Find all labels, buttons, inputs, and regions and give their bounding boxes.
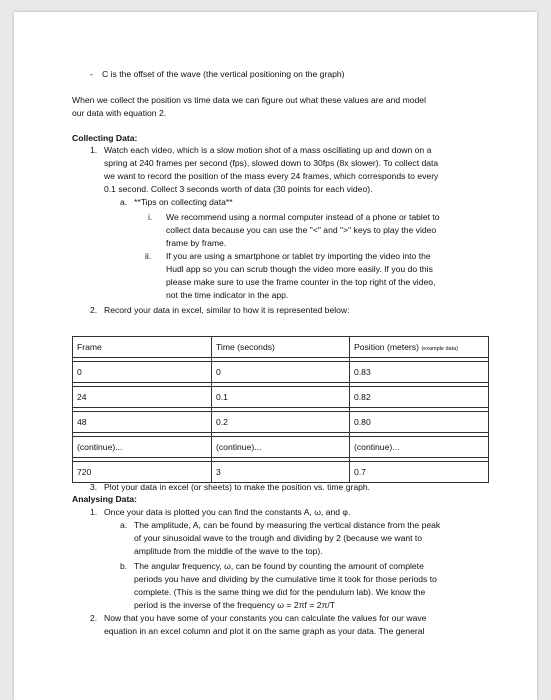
data-table: [72, 336, 489, 483]
analysis-item-1-text: Once your data is plotted you can find the constants A, ω, and φ.: [104, 507, 351, 517]
table-row: [73, 462, 489, 483]
frequency-line: The angular frequency, ω, can be found by counting the amount of complete: [134, 561, 424, 571]
tip-i-numeral: i.: [148, 212, 153, 222]
tip-i-line: frame by frame.: [166, 238, 227, 248]
frequency-line: complete. (This is the same thing we did for the pendulum lab). We know the: [134, 587, 426, 597]
tip-i-line: collect data because you can use the "<" and ">" keys to play the video: [166, 225, 437, 235]
table-cell: 0.83: [350, 362, 489, 383]
table-cell: 0: [212, 362, 350, 383]
collect-item-3-number: 3.: [90, 482, 98, 492]
analysis-item-2-line: equation in an excel column and plot it on the same graph as your data. The general: [104, 626, 425, 636]
tip-ii-numeral: ii.: [145, 251, 152, 261]
analysis-item-2-line: Now that you have some of your constants you can calculate the values for our wave: [104, 613, 427, 623]
amplitude-letter: a.: [120, 520, 128, 530]
collect-item-1-line: Watch each video, which is a slow motion shot of a mass oscillating up and down on a: [104, 145, 432, 155]
document-page: [14, 12, 537, 700]
table-cell: 3: [212, 462, 350, 483]
collect-item-1-line: 0.1 second. Collect 3 seconds worth of data (30 points for each video).: [104, 184, 373, 194]
tips-heading: **Tips on collecting data**: [134, 197, 233, 207]
table-cell: 0.7: [350, 462, 489, 483]
table-cell: 24: [73, 387, 212, 408]
table-row: [73, 387, 489, 408]
bullet-dash: -: [90, 69, 93, 79]
tip-ii-line: If you are using a smartphone or tablet try importing the video into the: [166, 251, 431, 261]
tip-ii-line: not the time indicator in the app.: [166, 290, 289, 300]
tip-i-line: We recommend using a normal computer instead of a phone or tablet to: [166, 212, 440, 222]
table-cell: (continue)...: [73, 437, 212, 458]
table-cell: 0.2: [212, 412, 350, 433]
table-cell: (continue)...: [212, 437, 350, 458]
header-position-label: Position (meters): [354, 342, 419, 352]
collect-item-2-text: Record your data in excel, similar to how it is represented below:: [104, 305, 350, 315]
collect-item-2-number: 2.: [90, 305, 98, 315]
collect-item-1-line: spring at 240 frames per second (fps), slowed down to 30fps (8x slower). To collect data: [104, 158, 439, 168]
table-cell: 0: [73, 362, 212, 383]
table-cell: 48: [73, 412, 212, 433]
analysis-item-1-number: 1.: [90, 507, 98, 517]
table-cell: (continue)...: [350, 437, 489, 458]
table-row: [73, 412, 489, 433]
table-header-row: [73, 337, 489, 358]
collect-item-1-number: 1.: [90, 145, 98, 155]
table-cell: 0.80: [350, 412, 489, 433]
collect-paragraph-line-2: our data with equation 2.: [72, 108, 167, 118]
amplitude-line: amplitude from the middle of the wave to the top).: [134, 546, 323, 556]
tips-letter: a.: [120, 197, 128, 207]
tip-ii-line: please make sure to use the frame counter in the top right of the video,: [166, 277, 436, 287]
table-cell: 720: [73, 462, 212, 483]
amplitude-line: of your sinusoidal wave to the trough and dividing by 2 (because we want to: [134, 533, 423, 543]
collect-item-1-line: we want to record the position of the mass every 24 frames, which corresponds to every: [104, 171, 439, 181]
tip-ii-line: Hudl app so you can scrub though the video more easily. If you do this: [166, 264, 433, 274]
collect-paragraph-line-1: When we collect the position vs time data we can figure out what these values are and model: [72, 95, 426, 105]
c-offset-text: C is the offset of the wave (the vertical positioning on the graph): [102, 69, 345, 79]
frequency-line: period is the inverse of the frequency ω = 2πf = 2π/T: [134, 600, 336, 610]
header-position: [350, 337, 489, 358]
table-cell: 0.82: [350, 387, 489, 408]
header-position-note: (example data): [421, 346, 459, 352]
header-time: Time (seconds): [212, 337, 350, 358]
table-row: [73, 362, 489, 383]
analysing-data-heading: Analysing Data:: [72, 494, 137, 504]
collecting-data-heading: Collecting Data:: [72, 133, 138, 143]
collect-item-3-text: Plot your data in excel (or sheets) to make the position vs. time graph.: [104, 482, 371, 492]
amplitude-line: The amplitude, A, can be found by measuring the vertical distance from the peak: [134, 520, 441, 530]
table-row: [73, 437, 489, 458]
header-frame: Frame: [73, 337, 212, 358]
frequency-letter: b.: [120, 561, 128, 571]
table-cell: 0.1: [212, 387, 350, 408]
frequency-line: periods you have and dividing by the cumulative time it took for those periods to: [134, 574, 437, 584]
analysis-item-2-number: 2.: [90, 613, 98, 623]
